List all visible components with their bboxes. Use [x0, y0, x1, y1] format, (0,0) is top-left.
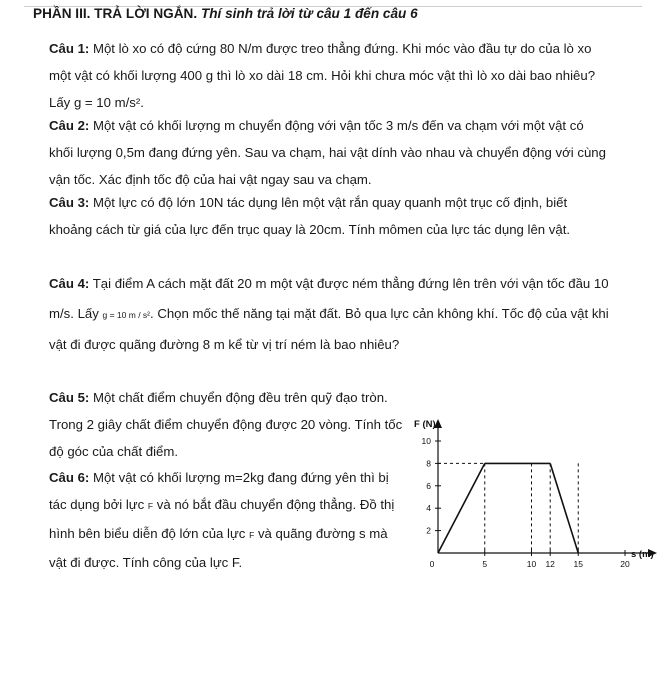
force-symbol: F	[249, 530, 255, 540]
question-label: Câu 5:	[49, 390, 90, 405]
question-text: Một vật có khối lượng m chuyển động với vận tốc 3 m/s đến va chạm với một vật có khối lượng 0,5m đang đứng yên. Sau va chạm, hai vật dính vào nhau và chuyển động với cùng vận tốc. Xác định tốc độ của hai vật ngay sau va chạm.	[49, 118, 606, 187]
question-label: Câu 1:	[49, 41, 90, 56]
question-label: Câu 6:	[49, 470, 90, 485]
question-label: Câu 4:	[49, 276, 90, 291]
y-tick-label: 4	[426, 503, 431, 514]
question-tail: .	[140, 95, 144, 110]
graph-svg	[405, 405, 662, 577]
question-label: Câu 3:	[49, 195, 90, 210]
question-text: và nó bắt đầu chuyển động thẳng. Đồ thị hình bên biểu diễn độ lớn của lực	[49, 497, 395, 541]
question-label: Câu 2:	[49, 118, 90, 133]
question-1	[49, 35, 609, 116]
section-instruction: Thí sinh trả lời từ câu 1 đến câu 6	[200, 6, 418, 21]
x-tick-label: 15	[573, 559, 583, 569]
section-title	[33, 6, 418, 22]
question-3	[49, 189, 609, 243]
question-2	[49, 112, 609, 193]
question-5	[49, 384, 405, 465]
y-tick-label: 6	[426, 480, 431, 491]
graph-segment	[438, 463, 485, 553]
force-distance-graph	[405, 405, 662, 577]
y-axis-label: F (N)	[414, 419, 436, 430]
question-6	[49, 464, 405, 576]
question-text: Một chất điểm chuyển động đều trên quỹ đạo tròn. Trong 2 giây chất điểm chuyển động được 20 vòng. Tính tốc độ góc của chất điểm.	[49, 390, 403, 459]
graph-segment	[550, 463, 578, 553]
x-tick-label: 0	[429, 559, 435, 569]
y-tick-label: 10	[421, 436, 431, 446]
y-tick-label: 8	[426, 458, 431, 469]
x-tick-label: 20	[620, 559, 630, 569]
force-symbol: F	[147, 501, 154, 511]
question-text: Một vật có khối lượng m=2kg đang đứng yên thì bị tác dụng bởi lực	[49, 470, 389, 512]
question-4	[49, 269, 609, 360]
x-axis-label: s (m)	[631, 549, 654, 560]
question-text: Một lực có độ lớn 10N tác dụng lên một vật rắn quay quanh một trục cố định, biết khoảng cách từ giá của lực đến trục quay là 20cm. Tính mômen của lực tác dụng lên vật.	[49, 195, 571, 237]
section-part-label: PHẦN III. TRẢ LỜI NGẮN.	[33, 6, 198, 21]
formula-g: g = 10 m / s²	[102, 310, 150, 320]
y-tick-label: 2	[426, 525, 431, 536]
question-tail: . Chọn mốc thế năng tại mặt đất. Bỏ qua lực cản không khí. Tốc độ của vật khi vật đi được quãng đường 8 m kể từ vị trí ném là bao nhiêu?	[49, 306, 609, 352]
x-tick-label: 5	[482, 559, 488, 569]
x-tick-label: 10	[526, 559, 537, 569]
question-text: Tại điểm A cách mặt đất 20 m một vật được ném thẳng đứng lên trên với vận tốc đầu 10 m/s. Lấy	[49, 276, 609, 321]
x-tick-label: 12	[545, 559, 555, 569]
formula-g: g = 10 m/s²	[73, 95, 141, 110]
question-text: Một lò xo có độ cứng 80 N/m được treo thẳng đứng. Khi móc vào đầu tự do của lò xo một vật có khối lượng 400 g thì lò xo dài 18 cm. Hỏi khi chưa móc vật thì lò xo dài bao nhiêu? Lấy	[49, 41, 596, 110]
question-text: và quãng đường s mà vật đi được. Tính công của lực F.	[49, 526, 388, 570]
